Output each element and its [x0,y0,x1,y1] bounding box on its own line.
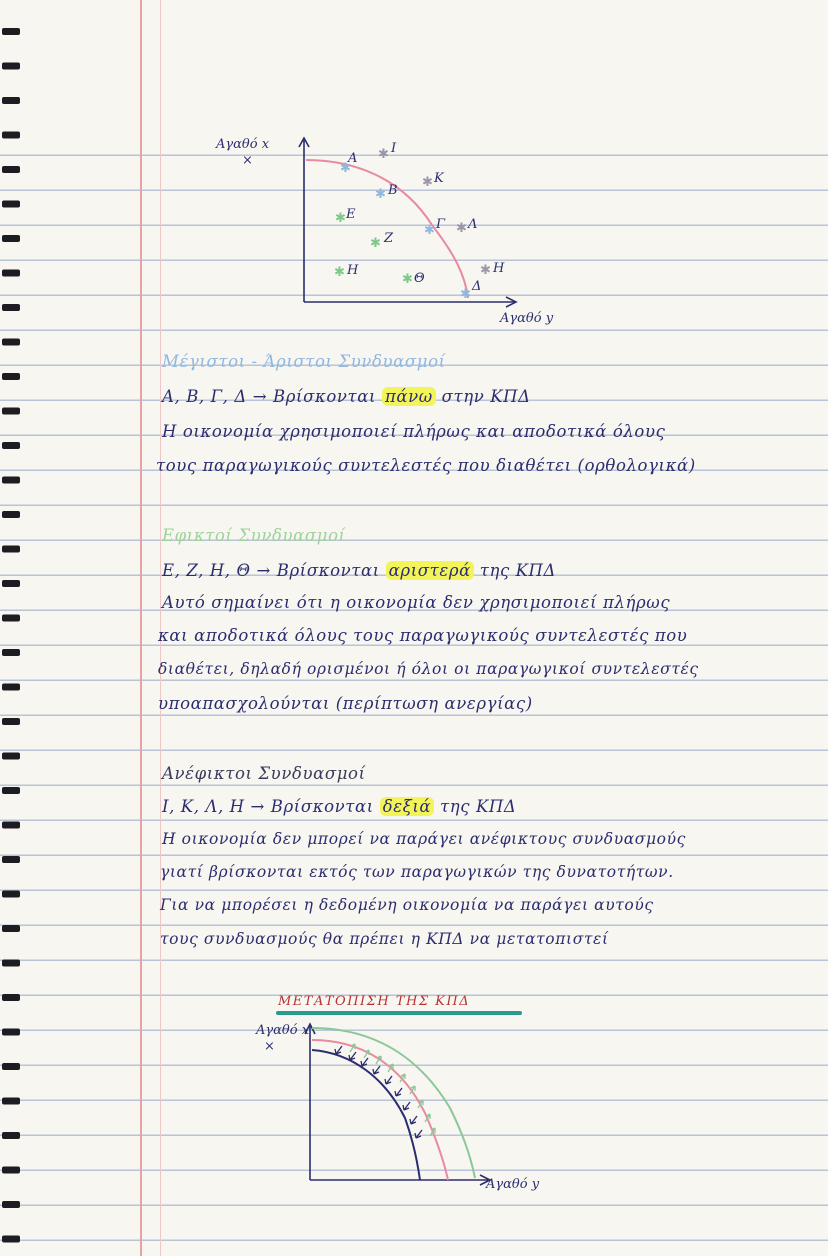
point-e: E [346,207,356,222]
shift-in-arrow [403,1102,410,1110]
shift-in-arrow [361,1058,368,1066]
ineff-line-5: τους συνδυασμούς θα πρέπει η ΚΠΔ να μετατοπιστεί [160,930,609,948]
svg-text:✱: ✱ [424,223,435,238]
shift-in-arrow [410,1116,417,1124]
svg-text:✱: ✱ [402,272,413,287]
eff-line-1-highlight: αριστερά [386,561,474,580]
spiral-ring [2,1029,20,1036]
point-th: Θ [414,271,425,286]
spiral-ring [2,753,20,760]
spiral-ring [2,97,20,104]
spiral-ring [2,925,20,932]
x-axis-label: Αγαθό y [500,311,554,326]
point-h: H [347,263,359,278]
svg-text:×: × [242,153,253,168]
ppf-graph [200,130,580,334]
svg-text:✱: ✱ [375,187,386,202]
svg-text:✱: ✱ [340,161,351,176]
shift-y-axis-label: Αγαθό x [256,1023,310,1038]
point-g: Γ [436,217,446,232]
max-line-2: Η οικονομία χρησιμοποιεί πλήρως και αποδοτικά όλους [162,422,666,441]
shift-in-arrow [415,1130,422,1138]
eff-heading: Εφικτοί Συνδυασμοί [162,526,346,545]
max-line-1 [162,387,531,406]
spiral-ring [2,270,20,277]
shift-in-arrow [373,1066,380,1074]
spiral-ring [2,511,20,518]
eff-line-3: και αποδοτικά όλους τους παραγωγικούς συντελεστές που [158,626,688,645]
spiral-binding [0,0,26,1256]
spiral-ring [2,787,20,794]
spiral-ring [2,615,20,622]
svg-text:✱: ✱ [460,287,471,302]
spiral-ring [2,28,20,35]
y-axis-label: Αγαθό x [216,137,270,152]
svg-text:✱: ✱ [456,221,467,236]
spiral-ring [2,718,20,725]
eff-line-5: υποαπασχολούνται (περίπτωση ανεργίας) [158,694,533,713]
spiral-ring [2,132,20,139]
ineff-line-4: Για να μπορέσει η δεδομένη οικονομία να παράγει αυτούς [160,896,654,914]
spiral-ring [2,1201,20,1208]
spiral-ring [2,994,20,1001]
ineff-line-1-post: της ΚΠΔ [440,797,517,816]
spiral-ring [2,304,20,311]
max-line-1-highlight: πάνω [382,387,436,406]
spiral-ring [2,684,20,691]
point-d: Δ [472,279,482,294]
max-line-1-pre: A, B, Γ, Δ → Βρίσκονται [162,387,377,406]
svg-text:✱: ✱ [480,263,491,278]
point-m: H [493,261,505,276]
spiral-ring [2,408,20,415]
eff-line-2: Αυτό σημαίνει ότι η οικονομία δεν χρησιμοποιεί πλήρως [162,593,671,612]
spiral-ring [2,580,20,587]
spiral-ring [2,960,20,967]
spiral-ring [2,1236,20,1243]
svg-text:✱: ✱ [334,265,345,280]
spiral-ring [2,373,20,380]
max-line-1-post: στην ΚΠΔ [441,387,531,406]
spiral-ring [2,235,20,242]
eff-line-1 [162,561,556,580]
margin-line [140,0,142,1256]
spiral-ring [2,1132,20,1139]
spiral-ring [2,442,20,449]
spiral-ring [2,166,20,173]
spiral-ring [2,1063,20,1070]
spiral-ring [2,339,20,346]
spiral-ring [2,1167,20,1174]
svg-text:✱: ✱ [335,211,346,226]
point-k: K [434,171,444,186]
shift-in-arrow [349,1052,356,1060]
ppf-shift-graph [240,1018,580,1202]
spiral-ring [2,822,20,829]
eff-line-1-post: της ΚΠΔ [479,561,557,580]
shift-title: ΜΕΤΑΤΟΠΙΣΗ ΤΗΣ ΚΠΔ [278,994,471,1009]
point-z: Z [384,231,394,246]
ineff-line-1-highlight: δεξιά [380,797,435,816]
shift-in-arrow [335,1046,342,1054]
point-l: Λ [468,217,478,232]
ineff-line-3: γιατί βρίσκονται εκτός των παραγωγικών της δυνατοτήτων. [160,863,674,881]
svg-text:✱: ✱ [370,236,381,251]
spiral-ring [2,1098,20,1105]
spiral-ring [2,546,20,553]
spiral-ring [2,891,20,898]
shift-in-arrow [385,1076,392,1084]
eff-line-4: διαθέτει, δηλαδή ορισμένοι ή όλοι οι παραγωγικοί συντελεστές [158,660,699,678]
spiral-ring [2,63,20,70]
shift-x-axis-label: Αγαθό y [486,1177,540,1192]
svg-text:✱: ✱ [378,147,389,162]
max-heading: Μέγιστοι - Άριστοι Συνδυασμοί [162,352,446,371]
max-line-3: τους παραγωγικούς συντελεστές που διαθέτει (ορθολογικά) [156,456,696,475]
svg-text:×: × [264,1039,275,1054]
ineff-heading: Ανέφικτοι Συνδυασμοί [162,764,366,783]
spiral-ring [2,201,20,208]
ineff-line-2: Η οικονομία δεν μπορεί να παράγει ανέφικτους συνδυασμούς [162,830,686,848]
spiral-ring [2,477,20,484]
spiral-ring [2,856,20,863]
ineff-line-1 [162,797,516,816]
eff-line-1-pre: E, Z, H, Θ → Βρίσκονται [162,561,380,580]
point-b: B [388,183,398,198]
shift-title-underline [276,1011,522,1015]
point-a: A [348,151,358,166]
spiral-ring [2,649,20,656]
svg-text:✱: ✱ [422,175,433,190]
point-i: I [391,141,397,156]
shift-in-arrow [395,1088,402,1096]
ineff-line-1-pre: I, K, Λ, H → Βρίσκονται [162,797,374,816]
